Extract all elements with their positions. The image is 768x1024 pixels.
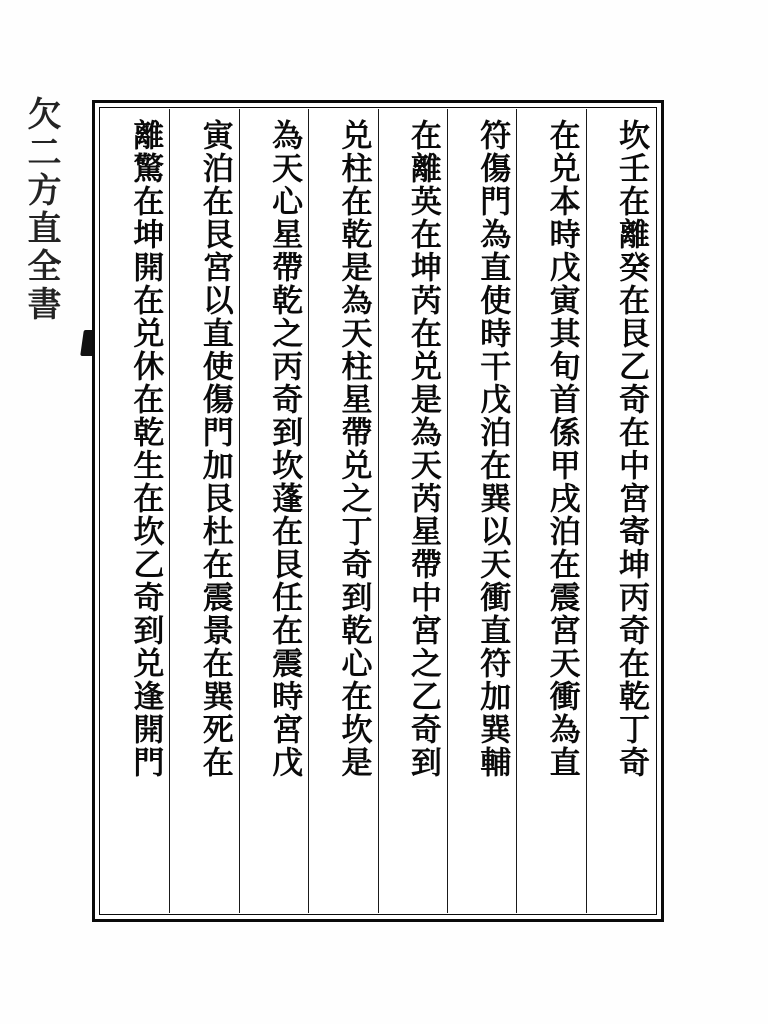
text-column-3 [447, 109, 516, 913]
column-text: 寅泊在艮宮以直使傷門加艮杜在震景在巽死在 [196, 119, 233, 779]
text-column-4 [378, 109, 447, 913]
column-text: 在兑本時戊寅其旬首係甲戌泊在震宮天衝為直 [543, 119, 580, 779]
text-column-5 [308, 109, 377, 913]
text-block-frame [92, 100, 664, 922]
text-column-6 [239, 109, 308, 913]
column-text: 符傷門為直使時干戊泊在巽以天衝直符加巽輔 [474, 119, 511, 779]
column-text: 離驚在坤開在兑休在乾生在坎乙奇到兑逢開門 [127, 119, 164, 779]
text-column-1 [586, 109, 655, 913]
text-columns [101, 109, 655, 913]
page-spine-margin [0, 0, 92, 1024]
text-column-8 [101, 109, 169, 913]
column-text: 為天心星帶乾之丙奇到坎蓬在艮任在震時宮戊 [266, 119, 303, 779]
spine-banner-title: 欠二方直全書 [21, 96, 61, 324]
column-text: 坎壬在離癸在艮乙奇在中宮寄坤丙奇在乾丁奇 [613, 119, 649, 779]
column-text: 兑柱在乾是為天柱星帶兑之丁奇到乾心在坎是 [335, 119, 372, 779]
text-column-7 [169, 109, 238, 913]
text-column-2 [516, 109, 585, 913]
column-text: 在離英在坤芮在兑是為天芮星帶中宮之乙奇到 [404, 119, 441, 779]
